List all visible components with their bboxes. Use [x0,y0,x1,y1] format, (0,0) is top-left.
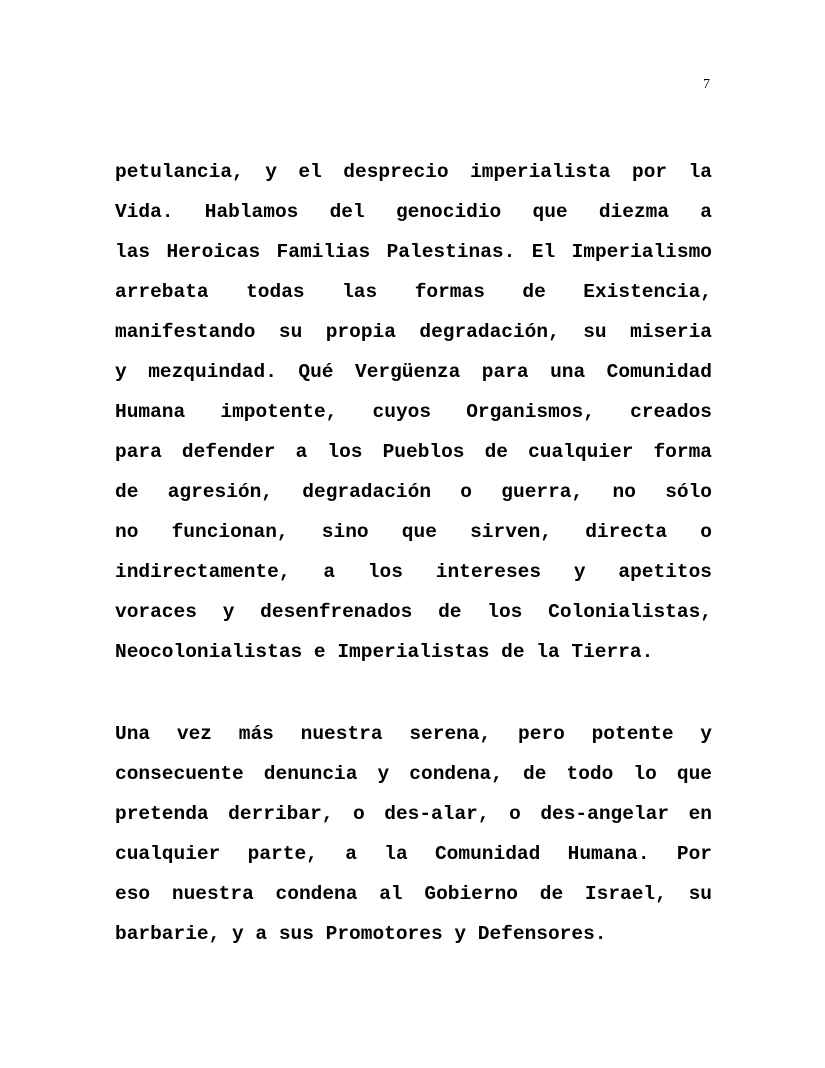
text-line: no funcionan, sino que sirven, directa o [115,521,712,543]
text-line: barbarie, y a sus Promotores y Defensores. [115,923,607,945]
text-line: indirectamente, a los intereses y apetitos [115,561,712,583]
text-line: para defender a los Pueblos de cualquier forma [115,441,712,463]
text-line: Una vez más nuestra serena, pero potente y [115,723,712,745]
text-line: las Heroicas Familias Palestinas. El Imperialismo [115,241,712,263]
text-line: Vida. Hablamos del genocidio que diezma a [115,201,712,223]
page-number: 7 [703,77,710,92]
paragraph-1 [115,152,712,672]
text-line: consecuente denuncia y condena, de todo lo que [115,763,712,785]
text-line: y mezquindad. Qué Vergüenza para una Comunidad [115,361,712,383]
text-line: manifestando su propia degradación, su miseria [115,321,712,343]
text-line: pretenda derribar, o des-alar, o des-angelar en [115,803,712,825]
paragraph-2 [115,714,712,954]
text-line: eso nuestra condena al Gobierno de Israel, su [115,883,712,905]
text-line: de agresión, degradación o guerra, no sólo [115,481,712,503]
text-line: cualquier parte, a la Comunidad Humana. Por [115,843,712,865]
text-line: voraces y desenfrenados de los Colonialistas, [115,601,712,623]
text-line: arrebata todas las formas de Existencia, [115,281,712,303]
text-line: petulancia, y el desprecio imperialista por la [115,161,712,183]
text-line: Humana impotente, cuyos Organismos, creados [115,401,712,423]
text-line: Neocolonialistas e Imperialistas de la Tierra. [115,641,654,663]
